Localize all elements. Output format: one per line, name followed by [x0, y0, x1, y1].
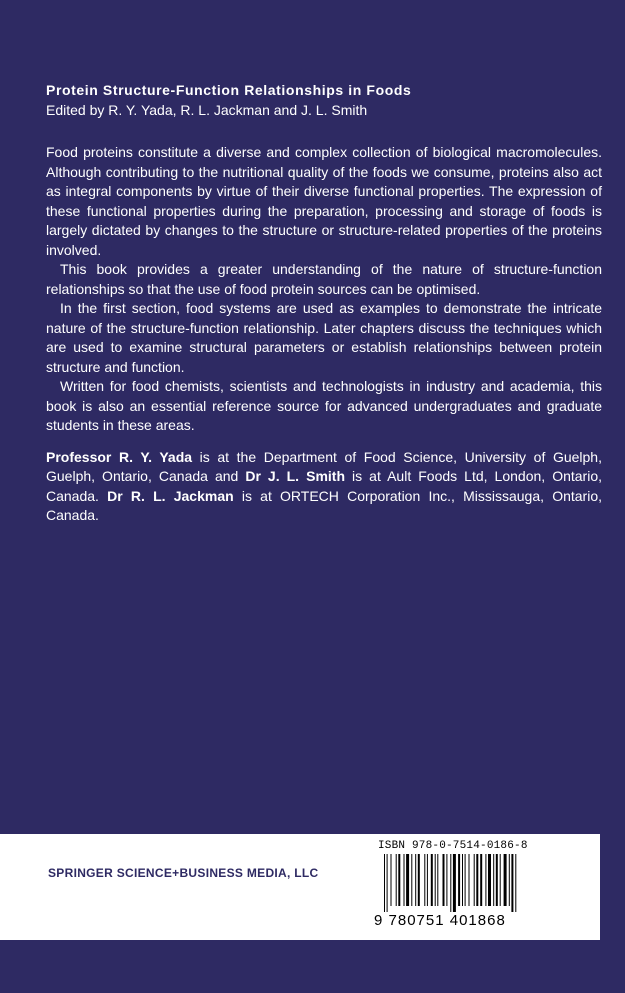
- barcode-icon: [374, 854, 524, 914]
- publisher-name: SPRINGER SCIENCE+BUSINESS MEDIA, LLC: [48, 866, 319, 880]
- barcode-bar: [511, 854, 513, 912]
- barcode-bar: [418, 854, 420, 906]
- author-affiliation-yada: is at the Department of Food Science, University of Guelph, Guelph, Ontario, Canada and: [46, 448, 602, 484]
- barcode-bar: [415, 854, 416, 906]
- barcode-bar: [443, 854, 445, 906]
- description-paragraph-1: Food proteins constitute a diverse and complex collection of biological macromolecules. Although contributing to the nutritional quality of the foods we consume, proteins also act as integral components by virtue of their diverse functional properties. The expression of these functional properties during the preparation, processing and storage of foods is largely dictated by changes to the structure or structure-related properties of the proteins involved.: [46, 144, 602, 258]
- author-affiliation-smith: is at Ault Foods Ltd, London, Ontario, Canada.: [46, 468, 602, 504]
- barcode-bar: [398, 854, 400, 906]
- author-name-smith: Dr J. L. Smith: [245, 468, 345, 484]
- barcode-bar: [411, 854, 412, 906]
- author-name-yada: Professor R. Y. Yada: [46, 448, 193, 465]
- description-paragraph-2: This book provides a greater understanding of the nature of structure-function relationships so that the use of food protein sources can be optimised.: [46, 261, 602, 297]
- barcode-bar: [480, 854, 482, 906]
- barcode-bar: [515, 854, 516, 912]
- barcode-bar: [476, 854, 478, 906]
- barcode-bar: [404, 854, 405, 906]
- barcode-bar: [465, 854, 466, 906]
- barcode-bar: [406, 854, 409, 906]
- author-info: [46, 448, 602, 526]
- description-paragraph-4: Written for food chemists, scientists and technologists in industry and academia, this book is also an essential reference source for advanced undergraduates and graduate students in these areas.: [46, 378, 602, 433]
- book-title: Protein Structure-Function Relationships in Foods: [46, 82, 412, 98]
- publisher-band: [0, 834, 600, 940]
- barcode-bar: [496, 854, 498, 906]
- barcode-bar: [450, 854, 451, 912]
- barcode-bar: [435, 854, 436, 906]
- barcode-bar: [509, 854, 510, 906]
- barcode-bar: [387, 854, 388, 912]
- barcode-bar: [427, 854, 428, 906]
- barcode-bar: [462, 854, 463, 906]
- barcode-bar: [485, 854, 486, 906]
- barcode-bar: [437, 854, 438, 906]
- barcode-bar: [384, 854, 385, 912]
- barcode-bar: [469, 854, 470, 906]
- barcode-bar: [431, 854, 433, 906]
- barcode-bar: [396, 854, 397, 906]
- barcode-bar: [458, 854, 460, 906]
- cover-text: [46, 81, 602, 526]
- barcode-block: [374, 840, 544, 936]
- author-affiliation-jackman: is at ORTECH Corporation Inc., Mississauga, Ontario, Canada.: [46, 487, 603, 523]
- barcode-bar: [453, 854, 456, 912]
- barcode-bar: [500, 854, 501, 906]
- book-editors: Edited by R. Y. Yada, R. L. Jackman and J. L. Smith: [46, 101, 368, 118]
- author-name-jackman: Dr R. L. Jackman: [107, 487, 234, 504]
- barcode-bar: [493, 854, 494, 906]
- barcode-bar: [391, 854, 392, 906]
- barcode-bar: [446, 854, 447, 906]
- barcode-number: 9 780751 401868: [374, 912, 506, 929]
- barcode-bar: [424, 854, 425, 906]
- barcode-bar: [474, 854, 475, 906]
- barcode-bar: [488, 854, 491, 906]
- description-paragraph-3: In the first section, food systems are used as examples to demonstrate the intricate nature of the structure-function relationship. Later chapters discuss the techniques which are used to examine structural parameters or establish relationships between protein structure and function.: [46, 300, 602, 375]
- barcode-bar: [504, 854, 507, 906]
- isbn-label: ISBN 978-0-7514-0186-8: [378, 840, 528, 852]
